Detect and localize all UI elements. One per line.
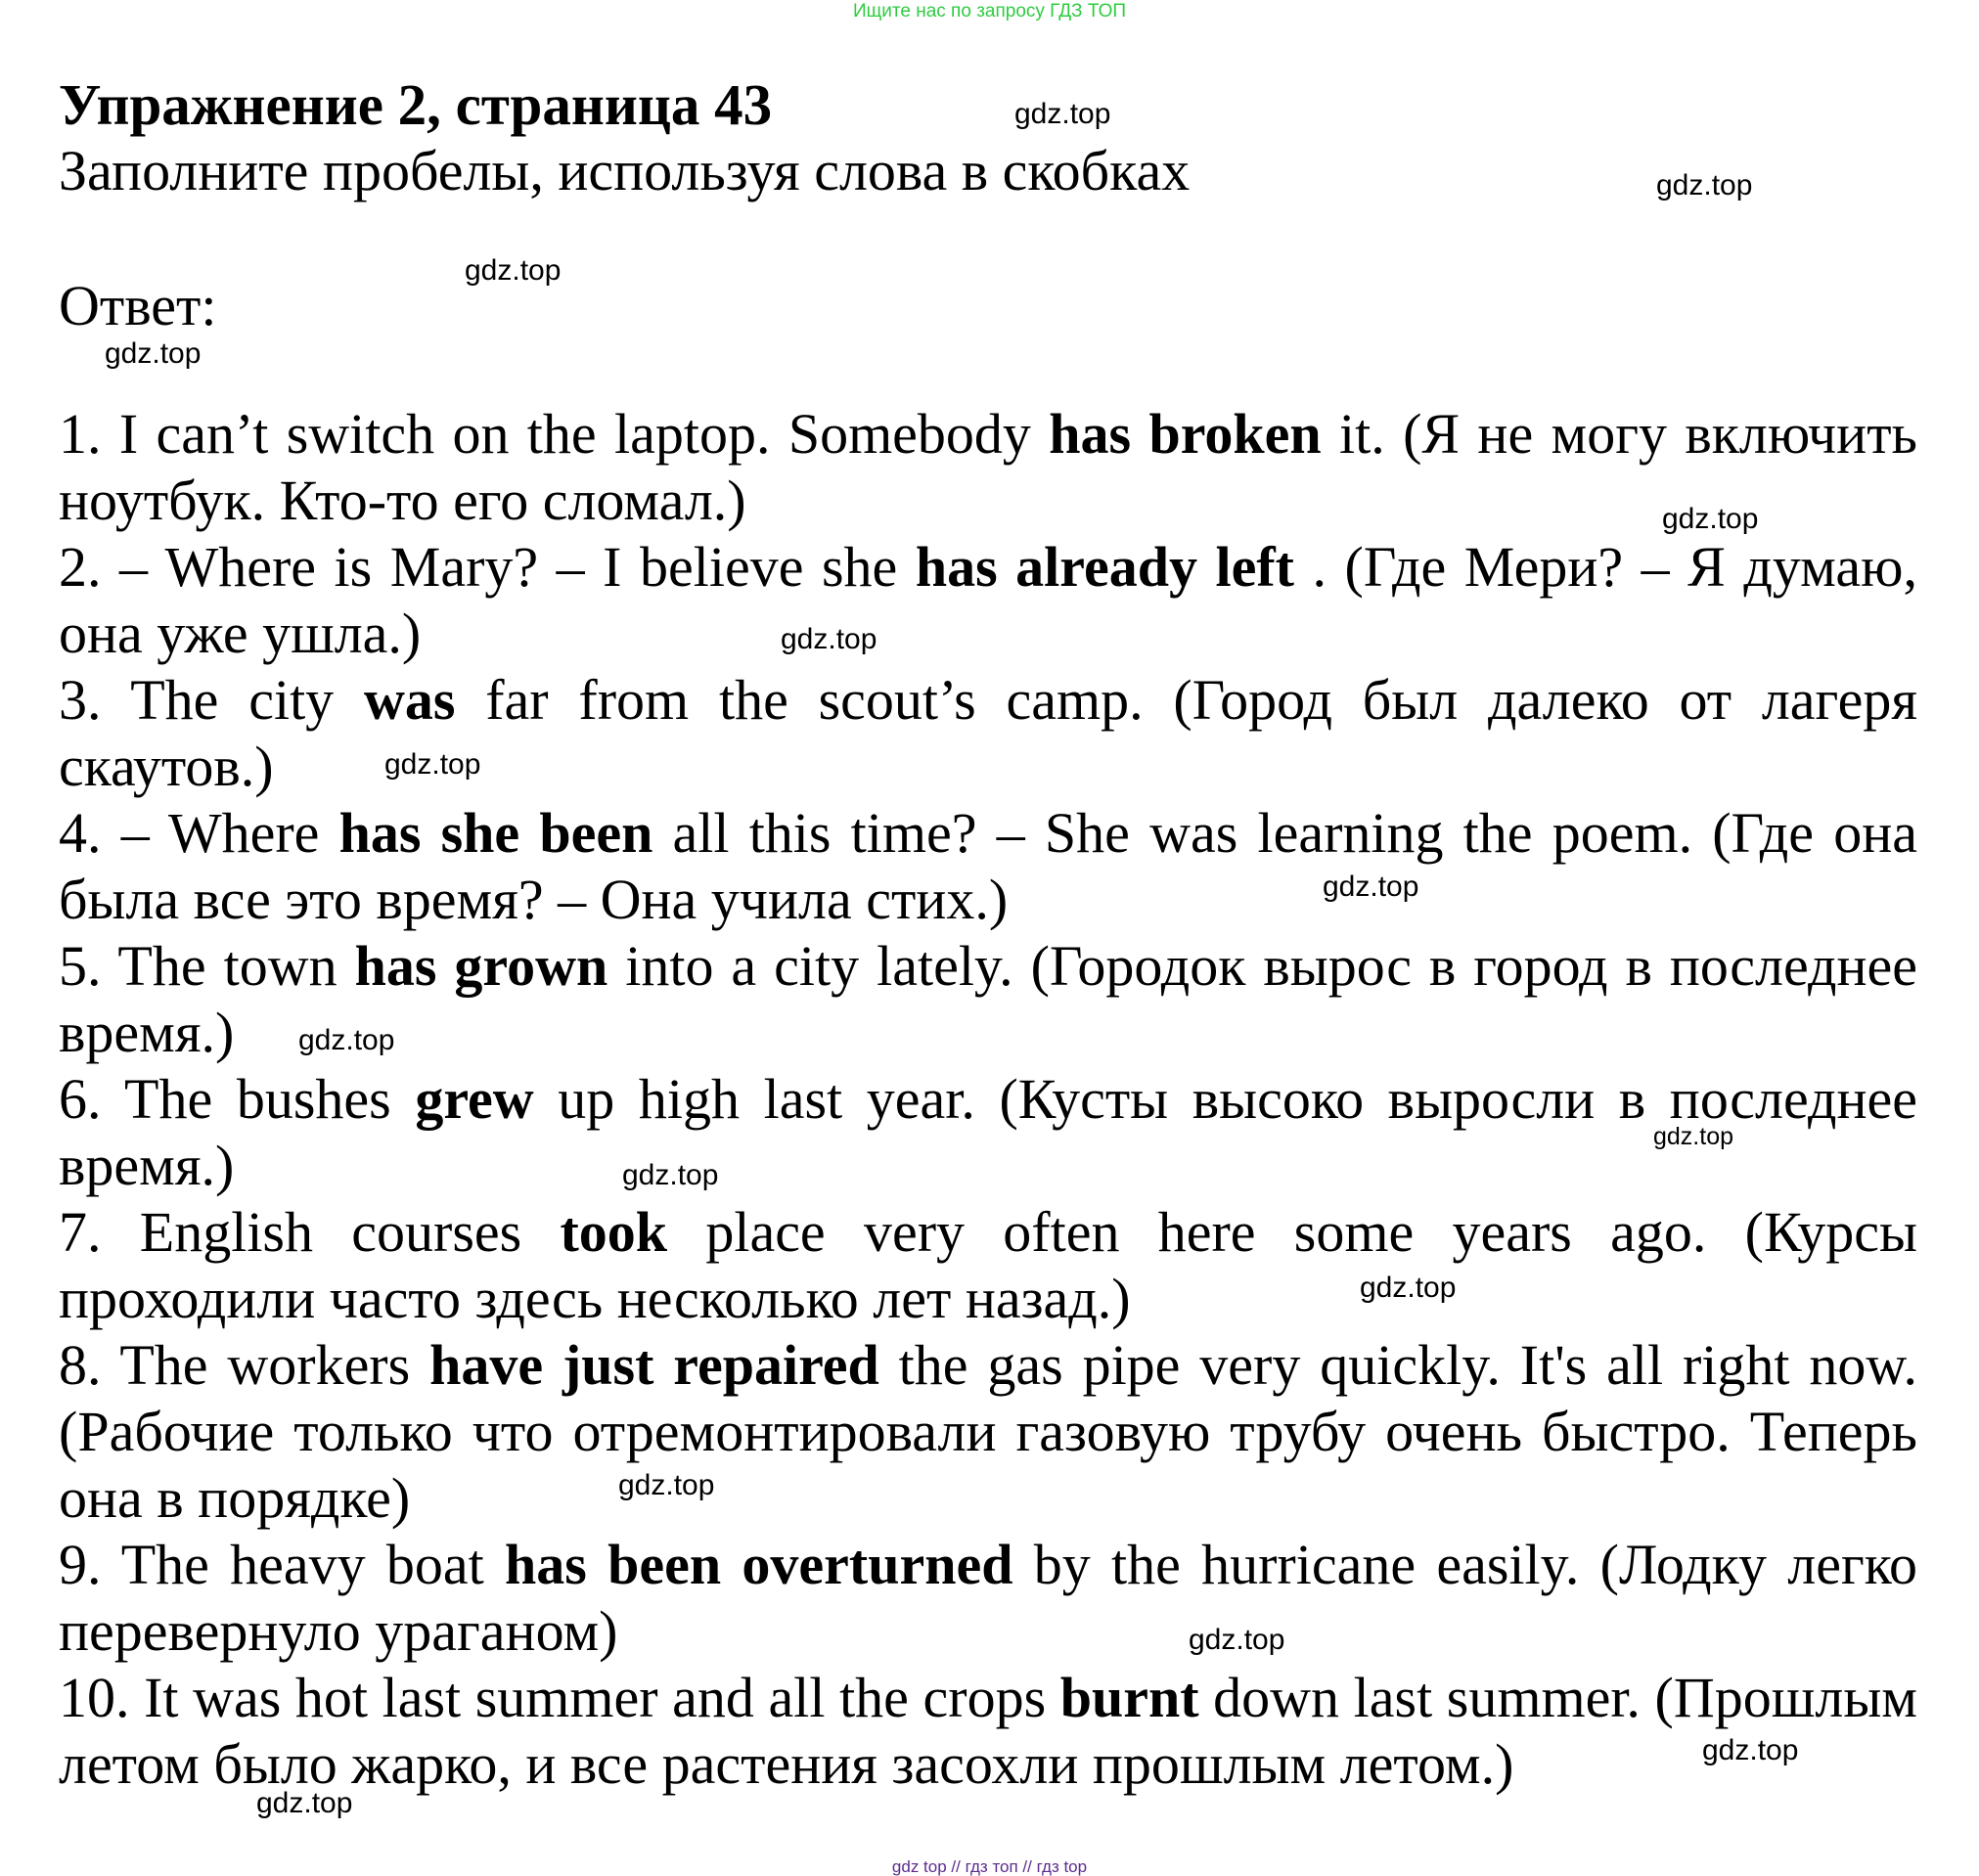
- answer-text: 6. The bushes: [59, 1067, 416, 1131]
- watermark: gdz.top: [105, 337, 202, 370]
- watermark: gdz.top: [1656, 169, 1753, 201]
- answer-verb: has already left: [915, 535, 1294, 599]
- answer-text: all this time? – She was learning the poem. (Где она была все это время? – Она учила стих.): [59, 801, 1917, 931]
- answer-text: up high last year. (Кусты высоко выросли в последнее время.): [59, 1067, 1917, 1197]
- watermark: gdz.top: [1662, 503, 1759, 535]
- watermark: gdz.top: [298, 1024, 395, 1056]
- answer-verb: have just repaired: [429, 1333, 879, 1397]
- answer-item: [59, 1199, 1917, 1332]
- answer-verb: was: [363, 668, 456, 732]
- answer-verb: has broken: [1049, 402, 1322, 466]
- watermark: gdz.top: [622, 1159, 719, 1191]
- answer-text: 2. – Where is Mary? – I believe she: [59, 535, 916, 599]
- answer-text: 4. – Where: [59, 801, 339, 865]
- answer-text: 5. The town: [59, 934, 355, 998]
- answer-verb: burnt: [1059, 1666, 1199, 1729]
- watermark: gdz.top: [1360, 1272, 1457, 1304]
- footer-watermark: gdz top // гдз топ // гдз top: [891, 1857, 1088, 1876]
- watermark: gdz.top: [384, 748, 481, 781]
- answer-text: 7. English courses: [59, 1200, 561, 1264]
- answer-verb: took: [560, 1200, 668, 1264]
- answer-text: 8. The workers: [59, 1333, 430, 1397]
- watermark: gdz.top: [1189, 1624, 1285, 1656]
- watermark: gdz.top: [1323, 871, 1419, 903]
- watermark: gdz.top: [1702, 1734, 1799, 1766]
- answer-item: [59, 1332, 1917, 1532]
- answer-verb: has been overturned: [505, 1533, 1013, 1596]
- answer-verb: has grown: [354, 934, 608, 998]
- answer-text: into a city lately. (Городок вырос в город в последнее время.): [59, 934, 1918, 1064]
- answer-text: by the hurricane easily. (Лодку легко перевернуло ураганом): [59, 1533, 1918, 1663]
- answer-item: [59, 534, 1917, 667]
- answer-list: [59, 401, 1917, 1798]
- answer-item: [59, 1066, 1917, 1199]
- watermark: gdz.top: [781, 623, 877, 655]
- search-banner: Ищите нас по запросу ГДЗ ТОП: [852, 1, 1127, 22]
- watermark: gdz.top: [465, 254, 562, 287]
- answer-item: [59, 1665, 1917, 1798]
- answer-text: 3. The city: [59, 668, 364, 732]
- watermark: gdz.top: [618, 1469, 715, 1501]
- answer-verb: has she been: [338, 801, 653, 865]
- answer-text: it. (Я не могу включить ноутбук. Кто-то его сломал.): [59, 402, 1918, 532]
- answer-text: 9. The heavy boat: [59, 1533, 506, 1596]
- watermark: gdz.top: [1653, 1123, 1734, 1150]
- page-title: Упражнение 2, страница 43: [59, 72, 773, 137]
- answer-item: [59, 1532, 1917, 1665]
- answer-text: the gas pipe very quickly. It's all right now. (Рабочие только что отремонтировали газовую трубу очень быстро. Теперь она в порядке): [59, 1333, 1917, 1530]
- answer-text: place very often here some years ago. (Курсы проходили часто здесь несколько лет назад.): [59, 1200, 1917, 1330]
- answer-item: [59, 800, 1917, 933]
- watermark: gdz.top: [1014, 98, 1111, 130]
- answer-label: Ответ:: [59, 274, 217, 337]
- answer-verb: grew: [415, 1067, 534, 1131]
- task-instruction: Заполните пробелы, используя слова в скобках: [59, 139, 1191, 202]
- answer-text: 10. It was hot last summer and all the crops: [59, 1666, 1060, 1729]
- answer-text: 1. I can’t switch on the laptop. Somebody: [59, 402, 1050, 466]
- answer-text: far from the scout’s camp. (Город был далеко от лагеря скаутов.): [59, 668, 1917, 798]
- watermark: gdz.top: [256, 1787, 353, 1819]
- answer-text: down last summer. (Прошлым летом было жарко, и все растения засохли прошлым летом.): [59, 1666, 1917, 1796]
- answer-item: [59, 401, 1917, 534]
- answer-text: . (Где Мери? – Я думаю, она уже ушла.): [59, 535, 1918, 665]
- answer-item: [59, 667, 1917, 800]
